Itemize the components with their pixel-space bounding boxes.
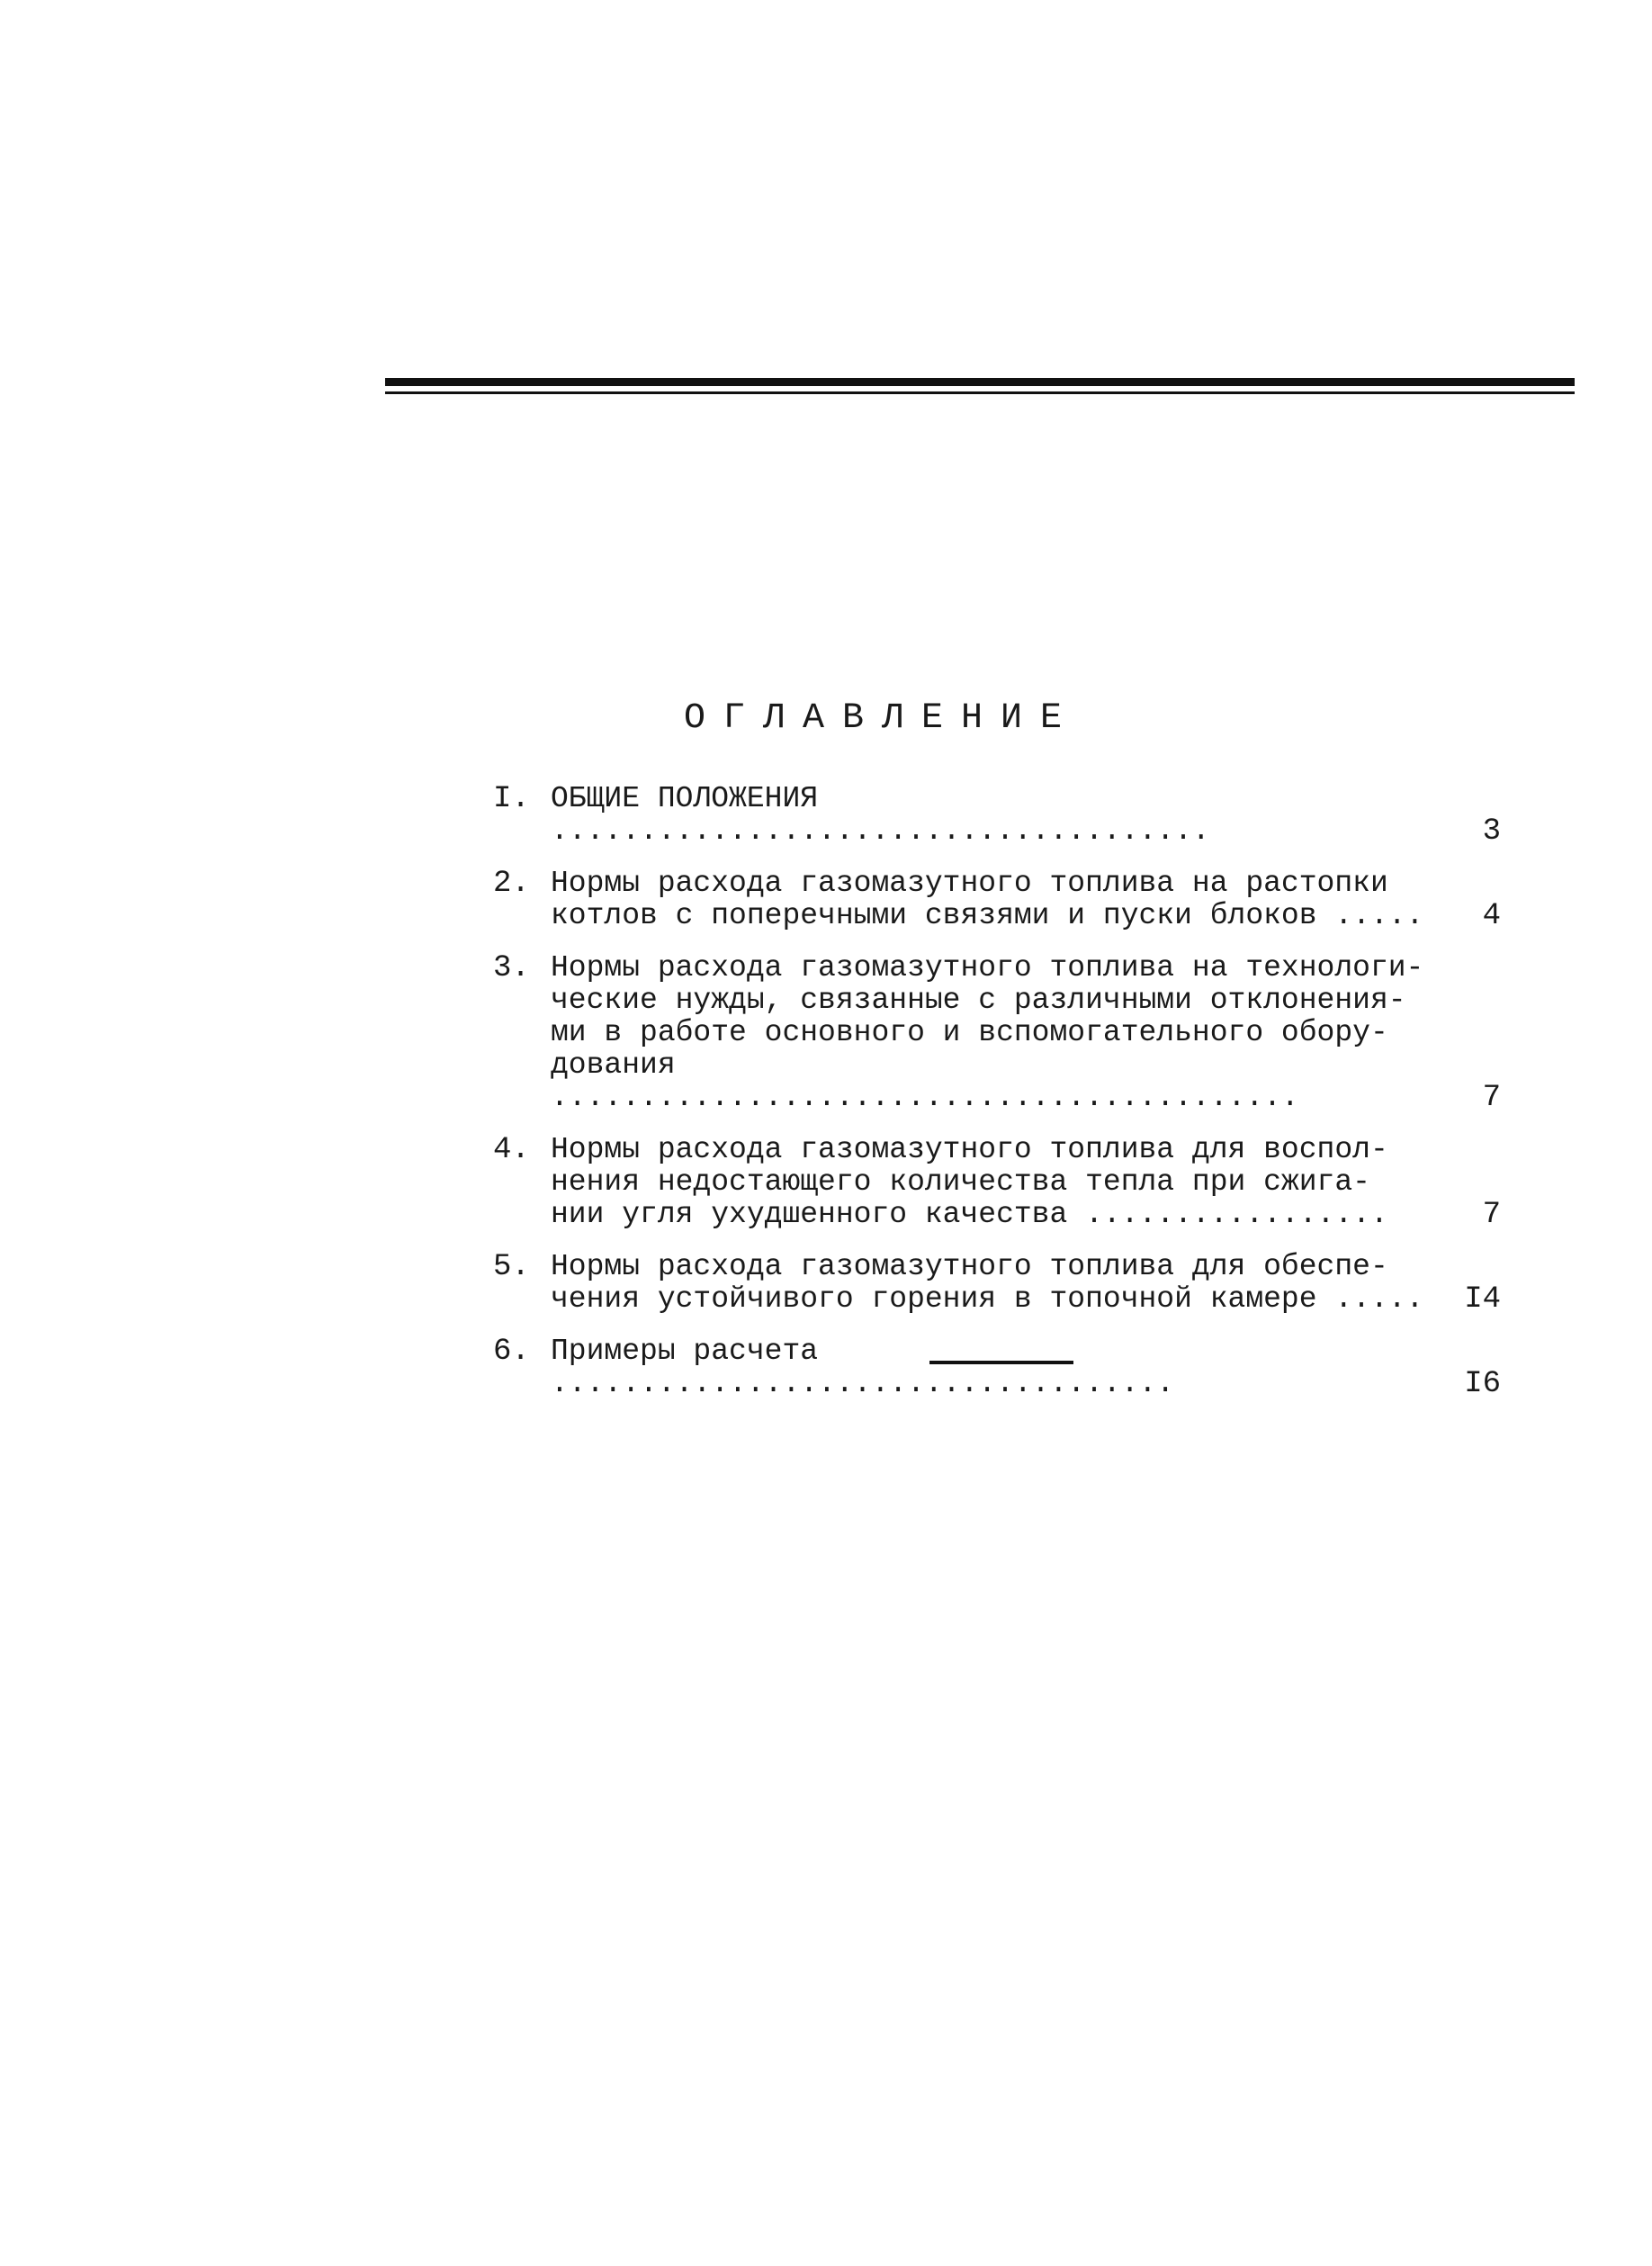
toc-entry-number: 5.	[493, 1250, 530, 1284]
toc-entry	[493, 952, 1501, 1114]
top-rule-thick	[385, 378, 1575, 386]
toc-entry-number: 6.	[493, 1335, 530, 1369]
toc-entry	[493, 1335, 1501, 1400]
bottom-rule	[929, 1361, 1073, 1364]
toc-entry-text: Нормы расхода газомазутного топлива на технологи- ческие нужды, связанные с различными отклонения- ми в работе основного и вспомогательного обору- дования ..........................................	[551, 951, 1424, 1114]
toc-entry-number: 2.	[493, 867, 530, 901]
toc-entry-page: 4	[1482, 899, 1501, 933]
toc-entry	[493, 1134, 1501, 1231]
toc-entry-page: I6	[1464, 1367, 1501, 1401]
toc-entry-page: 7	[1482, 1198, 1501, 1232]
toc-entry-text: ОБЩИЕ ПОЛОЖЕНИЯ .....................................	[551, 782, 1210, 848]
toc-entry-text: Нормы расхода газомазутного топлива для воспол- нения недостающего количества тепла при сжига- нии угля ухудшенного качества .................	[551, 1133, 1388, 1231]
toc-entry	[493, 1251, 1501, 1316]
toc-entry-text: Нормы расхода газомазутного топлива для обеспе- чения устойчивого горения в топочной камере .....	[551, 1250, 1424, 1316]
toc-entry	[493, 868, 1501, 932]
table-of-contents	[493, 783, 1501, 1420]
toc-entry-number: 4.	[493, 1133, 530, 1167]
top-rule-thin	[385, 391, 1575, 394]
toc-title: ОГЛАВЛЕНИЕ	[684, 698, 1081, 739]
toc-entry	[493, 783, 1501, 848]
toc-entry-page: I4	[1464, 1282, 1501, 1317]
toc-entry-page: 3	[1482, 814, 1501, 849]
toc-entry-text: Примеры расчета ...................................	[551, 1335, 1175, 1400]
toc-entry-text: Нормы расхода газомазутного топлива на растопки котлов с поперечными связями и пуски блоков .....	[551, 867, 1424, 932]
toc-entry-number: 3.	[493, 951, 530, 985]
toc-entry-page: 7	[1482, 1081, 1501, 1115]
toc-entry-number: I.	[493, 782, 530, 816]
